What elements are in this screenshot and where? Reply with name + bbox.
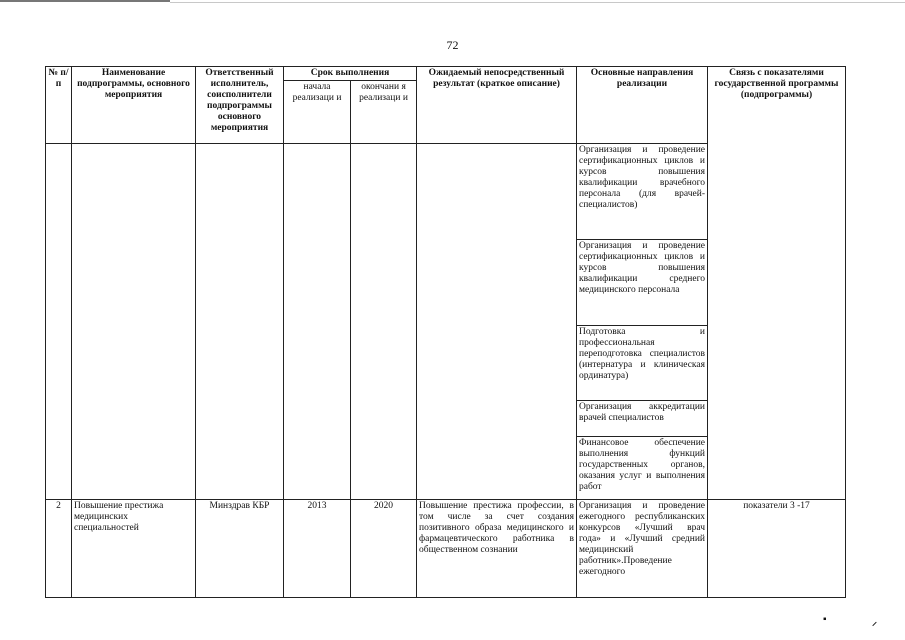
row2-executor: Минздрав КБР xyxy=(196,500,284,598)
continued-name xyxy=(72,144,196,500)
continued-end xyxy=(351,144,417,500)
page-number: 72 xyxy=(446,38,459,52)
header-executor: Ответственный исполнитель, соисполнители подпрограммы основного мероприятия xyxy=(196,67,284,144)
row2-link: показатели 3 -17 xyxy=(708,500,846,598)
continued-directions-cell xyxy=(577,144,708,500)
row2-end: 2020 xyxy=(351,500,417,598)
continued-executor xyxy=(196,144,284,500)
continued-num xyxy=(46,144,72,500)
scan-edge-line xyxy=(0,0,170,2)
scan-edge-line-faint xyxy=(170,2,905,3)
row2-name: Повышение престижа медицинских специальностей xyxy=(72,500,196,598)
header-num: № п/ п xyxy=(46,67,72,144)
table-row-2 xyxy=(46,500,846,598)
row2-directions: Организация и проведение ежегодного республиканских конкурсов «Лучший врач года» и «Лучший средний медицинский работник».Проведение ежегодного xyxy=(577,500,708,598)
direction-item: Организация и проведение сертификационных циклов и курсов повышения квалификации среднего медицинского персонала xyxy=(577,240,707,326)
row2-result: Повышение престижа профессии, в том числе за счет создания позитивного образа медицинского и фармацевтического работника в общественном сознании xyxy=(417,500,577,598)
header-term: Срок выполнения xyxy=(284,67,417,81)
header-name: Наименование подпрограммы, основного мероприятия xyxy=(72,67,196,144)
row2-start: 2013 xyxy=(284,500,351,598)
program-table xyxy=(45,66,846,598)
scan-mark: ⸝ xyxy=(872,617,877,628)
scan-mark: ▪ xyxy=(823,614,827,625)
direction-item: Финансовое обеспечение выполнения функций государственных органов, оказания услуг и выполнения работ xyxy=(579,438,705,492)
continued-start xyxy=(284,144,351,500)
header-directions: Основные направления реализации xyxy=(577,67,708,144)
row2-num: 2 xyxy=(46,500,72,598)
header-term-start: начала реализаци и xyxy=(284,81,351,144)
header-link: Связь с показателями государственной программы (подпрограммы) xyxy=(708,67,846,500)
header-row xyxy=(46,67,846,81)
direction-item: Организация и проведение сертификационных циклов и курсов повышения квалификации врачебного персонала (для врачей-специалистов) xyxy=(577,144,707,240)
direction-item: Подготовка и профессиональная переподготовка специалистов (интернатура и клиническая ординатура) xyxy=(577,326,707,401)
continued-result xyxy=(417,144,577,500)
header-term-end: окончани я реализаци и xyxy=(351,81,417,144)
header-result: Ожидаемый непосредственный результат (краткое описание) xyxy=(417,67,577,144)
direction-item: Организация аккредитации врачей специалистов xyxy=(577,401,707,437)
